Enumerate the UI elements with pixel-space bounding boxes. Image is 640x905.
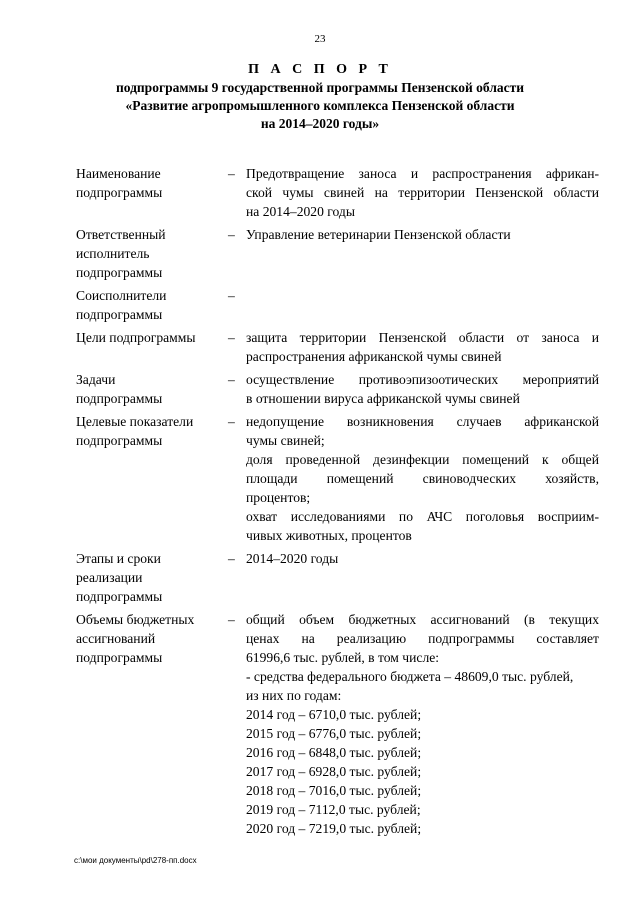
row-value-line: ской чумы свиней на территории Пензенской области (246, 185, 599, 200)
row-value (246, 610, 599, 838)
heading-line: на 2014–2020 годы» (260, 116, 380, 131)
row-value-line: общий объем бюджетных ассигнований (в текущих (246, 612, 599, 627)
passport-row (76, 412, 599, 545)
row-value-line: распространения африканской чумы свиней (246, 349, 502, 364)
row-value-line: 2019 год – 7112,0 тыс. рублей; (246, 802, 421, 817)
heading-line: «Развитие агропромышленного комплекса Пензенской области (125, 98, 515, 113)
heading-line: подпрограммы 9 государственной программы Пензенской области (115, 80, 525, 95)
row-value-line: чивых животных, процентов (246, 528, 412, 543)
row-label-line: подпрограммы (76, 650, 163, 665)
passport-row (76, 225, 599, 282)
row-value-line: 2020 год – 7219,0 тыс. рублей; (246, 821, 422, 836)
row-value-line: процентов; (246, 490, 311, 505)
row-value-line: площади помещений свиноводческих хозяйств, (246, 471, 599, 486)
row-label-line: Задачи (76, 372, 116, 387)
file-path-footer: c:\мои документы\pd\278-пп.docx (74, 856, 197, 865)
row-label-line: подпрограммы (76, 391, 163, 406)
row-label (76, 164, 226, 202)
heading-title: П А С П О Р Т (248, 62, 392, 77)
row-label (76, 412, 226, 450)
page-number: 23 (314, 33, 326, 45)
row-value-line: Управление ветеринарии Пензенской области (246, 227, 511, 242)
row-dash: – (228, 414, 235, 429)
row-value-line: чумы свиней; (246, 433, 325, 448)
passport-row (76, 328, 599, 366)
passport-heading (0, 61, 640, 133)
row-value-line: недопущение возникновения случаев африканской (246, 414, 599, 429)
row-value-line: охват исследованиями по АЧС поголовья восприим- (246, 509, 599, 524)
row-dash: – (228, 166, 235, 181)
row-dash: – (228, 612, 235, 627)
row-value-line: 2015 год – 6776,0 тыс. рублей; (246, 726, 422, 741)
row-value-line: 61996,6 тыс. рублей, в том числе: (246, 650, 440, 665)
row-label-line: Наименование (76, 166, 161, 181)
passport-table (76, 164, 599, 842)
row-value-line: 2014 год – 6710,0 тыс. рублей; (246, 707, 422, 722)
row-dash: – (228, 330, 235, 345)
row-value (246, 225, 599, 244)
row-value (246, 549, 599, 568)
row-label (76, 225, 226, 282)
row-label-line: Целевые показатели (76, 414, 194, 429)
row-label-line: подпрограммы (76, 433, 163, 448)
row-value-line: в отношении вируса африканской чумы свиней (246, 391, 520, 406)
row-value-line: 2016 год – 6848,0 тыс. рублей; (246, 745, 422, 760)
row-label-line: подпрограммы (76, 265, 163, 280)
row-label-line: Соисполнители (76, 288, 167, 303)
row-label-line: Объемы бюджетных (76, 612, 195, 627)
row-label-line: подпрограммы (76, 589, 163, 604)
row-dash: – (228, 288, 235, 303)
row-dash: – (228, 372, 235, 387)
row-label (76, 549, 226, 606)
row-value-line: Предотвращение заноса и распространения африкан- (246, 166, 599, 181)
row-label-line: исполнитель (76, 246, 150, 261)
row-label (76, 610, 226, 667)
row-value-line: 2017 год – 6928,0 тыс. рублей; (246, 764, 422, 779)
row-value-line: 2018 год – 7016,0 тыс. рублей; (246, 783, 422, 798)
row-value-line: - средства федерального бюджета – 48609,0 тыс. рублей, (246, 669, 574, 684)
passport-row (76, 370, 599, 408)
row-value (246, 328, 599, 366)
row-label-line: Цели подпрограммы (76, 330, 196, 345)
row-label-line: ассигнований (76, 631, 156, 646)
row-value-line: защита территории Пензенской области от заноса и (246, 330, 599, 345)
row-dash: – (228, 227, 235, 242)
passport-row (76, 610, 599, 838)
row-label-line: Ответственный (76, 227, 166, 242)
row-value-line: ценах на реализацию подпрограммы составляет (246, 631, 599, 646)
row-value-line: 2014–2020 годы (246, 551, 339, 566)
passport-row (76, 549, 599, 606)
row-label (76, 286, 226, 324)
row-label-line: реализации (76, 570, 143, 585)
row-label (76, 370, 226, 408)
row-label-line: подпрограммы (76, 185, 163, 200)
row-value (246, 164, 599, 221)
row-label-line: Этапы и сроки (76, 551, 161, 566)
row-dash: – (228, 551, 235, 566)
row-value (246, 370, 599, 408)
row-value-line: из них по годам: (246, 688, 342, 703)
row-value-line: на 2014–2020 годы (246, 204, 355, 219)
row-value (246, 412, 599, 545)
row-value-line: осуществление противоэпизоотических мероприятий (246, 372, 599, 387)
row-label (76, 328, 226, 347)
row-label-line: подпрограммы (76, 307, 163, 322)
passport-row (76, 286, 599, 324)
row-value-line: доля проведенной дезинфекции помещений к общей (246, 452, 599, 467)
passport-row (76, 164, 599, 221)
